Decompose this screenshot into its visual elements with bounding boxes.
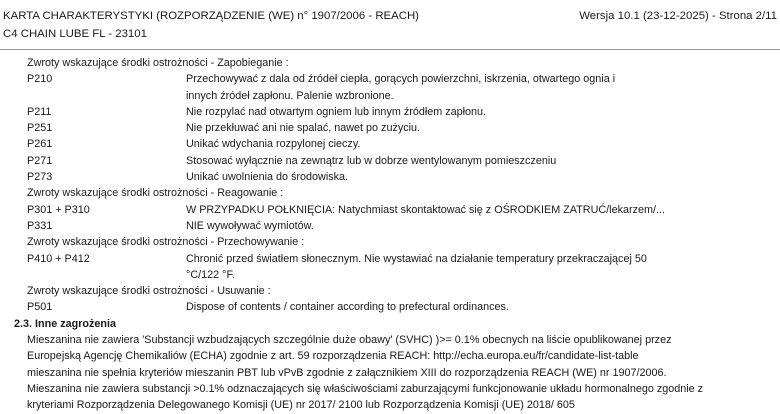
statement-text: Unikać wdychania rozpylonej cieczy. — [186, 138, 361, 151]
header-divider — [0, 49, 780, 50]
statement-code: P501 — [27, 301, 53, 314]
statement-row-continued — [0, 267, 780, 283]
statement-code: P261 — [27, 138, 53, 151]
statement-code: P211 — [27, 105, 52, 118]
document-body — [0, 55, 780, 414]
statement-text: Stosować wyłącznie na zewnątrz lub w dobrze wentylowanym pomieszczeniu — [186, 154, 557, 167]
statement-code: P331 — [27, 219, 53, 232]
statement-text: Unikać uwolnienia do środowiska. — [186, 171, 349, 184]
statement-row — [0, 153, 780, 169]
document-title: KARTA CHARAKTERYSTYKI (ROZPORZĄDZENIE (WE) n° 1907/2006 - REACH) — [3, 10, 419, 22]
statement-text: Nie rozpylać nad otwartym ogniem lub innym źródłem zapłonu. — [186, 105, 487, 118]
paragraph-text: Mieszanina nie zawiera 'Substancji wzbudzających szczególnie duże obawy' (SVHC) )>= 0.1% obecnych na liście opublikowanej przez — [27, 334, 672, 347]
statement-code: P210 — [27, 73, 53, 86]
statement-text: Chronić przed światłem słonecznym. Nie wystawiać na działanie temperatury przekraczającej 50 — [186, 252, 647, 265]
paragraph-line — [0, 381, 780, 397]
statement-text: innych źródeł zapłonu. Palenie wzbronione. — [186, 89, 394, 102]
paragraph-line — [0, 365, 780, 381]
page-header — [0, 0, 780, 50]
statement-code: P301 + P310 — [27, 203, 90, 216]
statement-code: P273 — [27, 171, 53, 184]
section-heading-other-hazards: 2.3. Inne zagrożenia — [14, 317, 117, 330]
storage-heading: Zwroty wskazujące środki ostrożności - Przechowywanie : — [27, 236, 305, 249]
paragraph-line — [0, 332, 780, 348]
statement-code: P251 — [27, 122, 53, 135]
statement-row — [0, 71, 780, 87]
statement-row — [0, 169, 780, 185]
paragraph-line — [0, 397, 780, 413]
statement-row — [0, 136, 780, 152]
response-heading: Zwroty wskazujące środki ostrożności - Reagowanie : — [27, 187, 284, 200]
version-info: Wersja 10.1 (23-12-2025) - Strona 2/11 — [579, 10, 777, 22]
statement-code: P410 + P412 — [27, 252, 90, 265]
statement-text: °C/122 °F. — [186, 268, 235, 281]
statement-row — [0, 120, 780, 136]
statement-row — [0, 202, 780, 218]
statement-code: P271 — [27, 154, 53, 167]
prevention-heading: Zwroty wskazujące środki ostrożności - Zapobieganie : — [27, 57, 289, 69]
statement-text: Nie przekłuwać ani nie spalać, nawet po zużyciu. — [186, 122, 421, 135]
product-name: C4 CHAIN LUBE FL - 23101 — [3, 28, 147, 40]
statement-row-continued — [0, 88, 780, 104]
statement-row — [0, 104, 780, 120]
statement-row — [0, 299, 780, 315]
statement-text: W PRZYPADKU POŁKNIĘCIA: Natychmiast skontaktować się z OŚRODKIEM ZATRUĆ/lekarzem/... — [186, 203, 665, 216]
paragraph-text: kryteriami Rozporządzenia Delegowanego Komisji (UE) nr 2017/ 2100 lub Rozporządzenia Komisji (UE) 2018/ 605 — [27, 399, 575, 412]
paragraph-line — [0, 348, 780, 364]
paragraph-text: mieszanina nie spełnia kryteriów mieszanin PBT lub vPvB zgodnie z załącznikiem XIII do rozporządzenia REACH (WE) nr 1907/2006. — [27, 366, 667, 379]
disposal-heading: Zwroty wskazujące środki ostrożności - Usuwanie : — [27, 285, 271, 298]
header-left — [3, 7, 419, 43]
statement-row — [0, 251, 780, 267]
statement-text: NIE wywoływać wymiotów. — [186, 219, 314, 232]
statement-text: Dispose of contents / container according to prefectural ordinances. — [186, 301, 509, 314]
paragraph-text: Mieszanina nie zawiera substancji >0.1% odznaczających się właściwościami zaburzającymi funkcjonowanie układu hormonalnego zgodnie z — [27, 382, 704, 395]
statement-text: Przechowywać z dala od źródeł ciepła, gorących powierzchni, iskrzenia, otwartego ognia i — [186, 73, 616, 86]
paragraph-text: Europejską Agencję Chemikaliów (ECHA) zgodnie z art. 59 rozporządzenia REACH: http://echa.europa.eu/fr/candidate-list-table — [27, 350, 639, 363]
statement-row — [0, 218, 780, 234]
